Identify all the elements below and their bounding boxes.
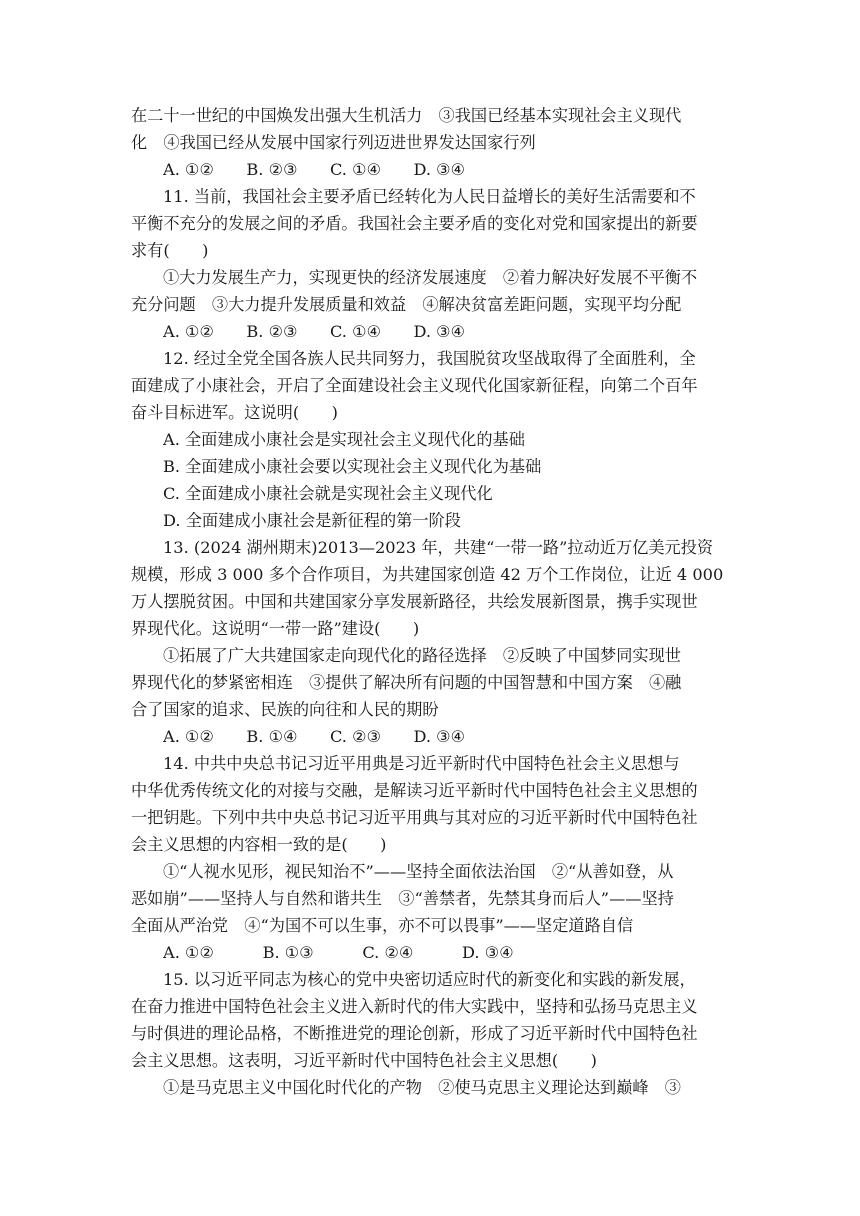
question-12-stem: 12. 经过全党全国各族人民共同努力，我国脱贫攻坚战取得了全面胜利，全	[163, 349, 696, 368]
option-a: A. 全面建成小康社会是实现社会主义现代化的基础	[163, 430, 525, 449]
question-14-stem: 14. 中共中央总书记习近平用典是习近平新时代中国特色社会主义思想与	[163, 754, 680, 773]
text-line: ①“人视水见形，视民知治不”——坚持全面依法治国 ②“从善如登，从	[163, 862, 674, 881]
text-line: 在奋力推进中国特色社会主义进入新时代的伟大实践中，坚持和弘扬马克思主义	[131, 997, 698, 1016]
answer-options: A. ①② B. ①③ C. ②④ D. ③④	[163, 943, 514, 962]
text-line: 会主义思想。这表明，习近平新时代中国特色社会主义思想( )	[131, 1051, 597, 1070]
answer-options: A. ①② B. ②③ C. ①④ D. ③④	[163, 322, 466, 341]
text-line: 会主义思想的内容相一致的是( )	[131, 835, 387, 854]
text-line: 平衡不充分的发展之间的矛盾。我国社会主要矛盾的变化对党和国家提出的新要	[131, 214, 698, 233]
text-line: ①拓展了广大共建国家走向现代化的路径选择 ②反映了中国梦同实现世	[163, 646, 681, 665]
text-line: 充分问题 ③大力提升发展质量和效益 ④解决贫富差距问题，实现平均分配	[131, 295, 682, 314]
question-13-stem: 13. (2024 湖州期末)2013—2023 年，共建“一带一路”拉动近万亿美元投资	[163, 538, 714, 557]
text-line: 面建成了小康社会，开启了全面建设社会主义现代化国家新征程，向第二个百年	[131, 376, 698, 395]
text-line: 万人摆脱贫困。中国和共建国家分享发展新路径，共绘发展新图景，携手实现世	[131, 592, 698, 611]
text-line: 界现代化的梦紧密相连 ③提供了解决所有问题的中国智慧和中国方案 ④融	[131, 673, 682, 692]
question-15-stem: 15. 以习近平同志为核心的党中央密切适应时代的新变化和实践的新发展，	[163, 970, 696, 989]
text-line: 奋斗目标进军。这说明( )	[131, 403, 338, 422]
text-line: 中华优秀传统文化的对接与交融，是解读习近平新时代中国特色社会主义思想的	[131, 781, 698, 800]
option-d: D. 全面建成小康社会是新征程的第一阶段	[163, 511, 461, 530]
option-b: B. 全面建成小康社会要以实现社会主义现代化为基础	[163, 457, 542, 476]
text-line: 在二十一世纪的中国焕发出强大生机活力 ③我国已经基本实现社会主义现代	[131, 106, 682, 125]
question-11-stem: 11. 当前，我国社会主要矛盾已经转化为人民日益增长的美好生活需要和不	[163, 187, 696, 206]
text-line: 规模，形成 3 000 多个合作项目，为共建国家创造 42 万个工作岗位，让近 4 000	[131, 565, 724, 584]
text-line: 全面从严治党 ④“为国不可以生事，亦不可以畏事”——坚定道路自信	[131, 916, 634, 935]
option-c: C. 全面建成小康社会就是实现社会主义现代化	[163, 484, 493, 503]
text-line: ①是马克思主义中国化时代化的产物 ②使马克思主义理论达到巅峰 ③	[163, 1078, 681, 1097]
text-line: 合了国家的追求、民族的向往和人民的期盼	[131, 700, 439, 719]
text-line: 化 ④我国已经从发展中国家行列迈进世界发达国家行列	[131, 133, 536, 152]
text-line: 恶如崩”——坚持人与自然和谐共生 ③“善禁者，先禁其身而后人”——坚持	[131, 889, 674, 908]
text-line: 界现代化。这说明“一带一路”建设( )	[131, 619, 420, 638]
answer-options: A. ①② B. ②③ C. ①④ D. ③④	[163, 160, 466, 179]
text-line: 求有( )	[131, 241, 209, 260]
text-line: 与时俱进的理论品格，不断推进党的理论创新，形成了习近平新时代中国特色社	[131, 1024, 698, 1043]
text-line: 一把钥匙。下列中共中央总书记习近平用典与其对应的习近平新时代中国特色社	[131, 808, 698, 827]
answer-options: A. ①② B. ①④ C. ②③ D. ③④	[163, 727, 466, 746]
text-line: ①大力发展生产力，实现更快的经济发展速度 ②着力解决好发展不平衡不	[163, 268, 698, 287]
